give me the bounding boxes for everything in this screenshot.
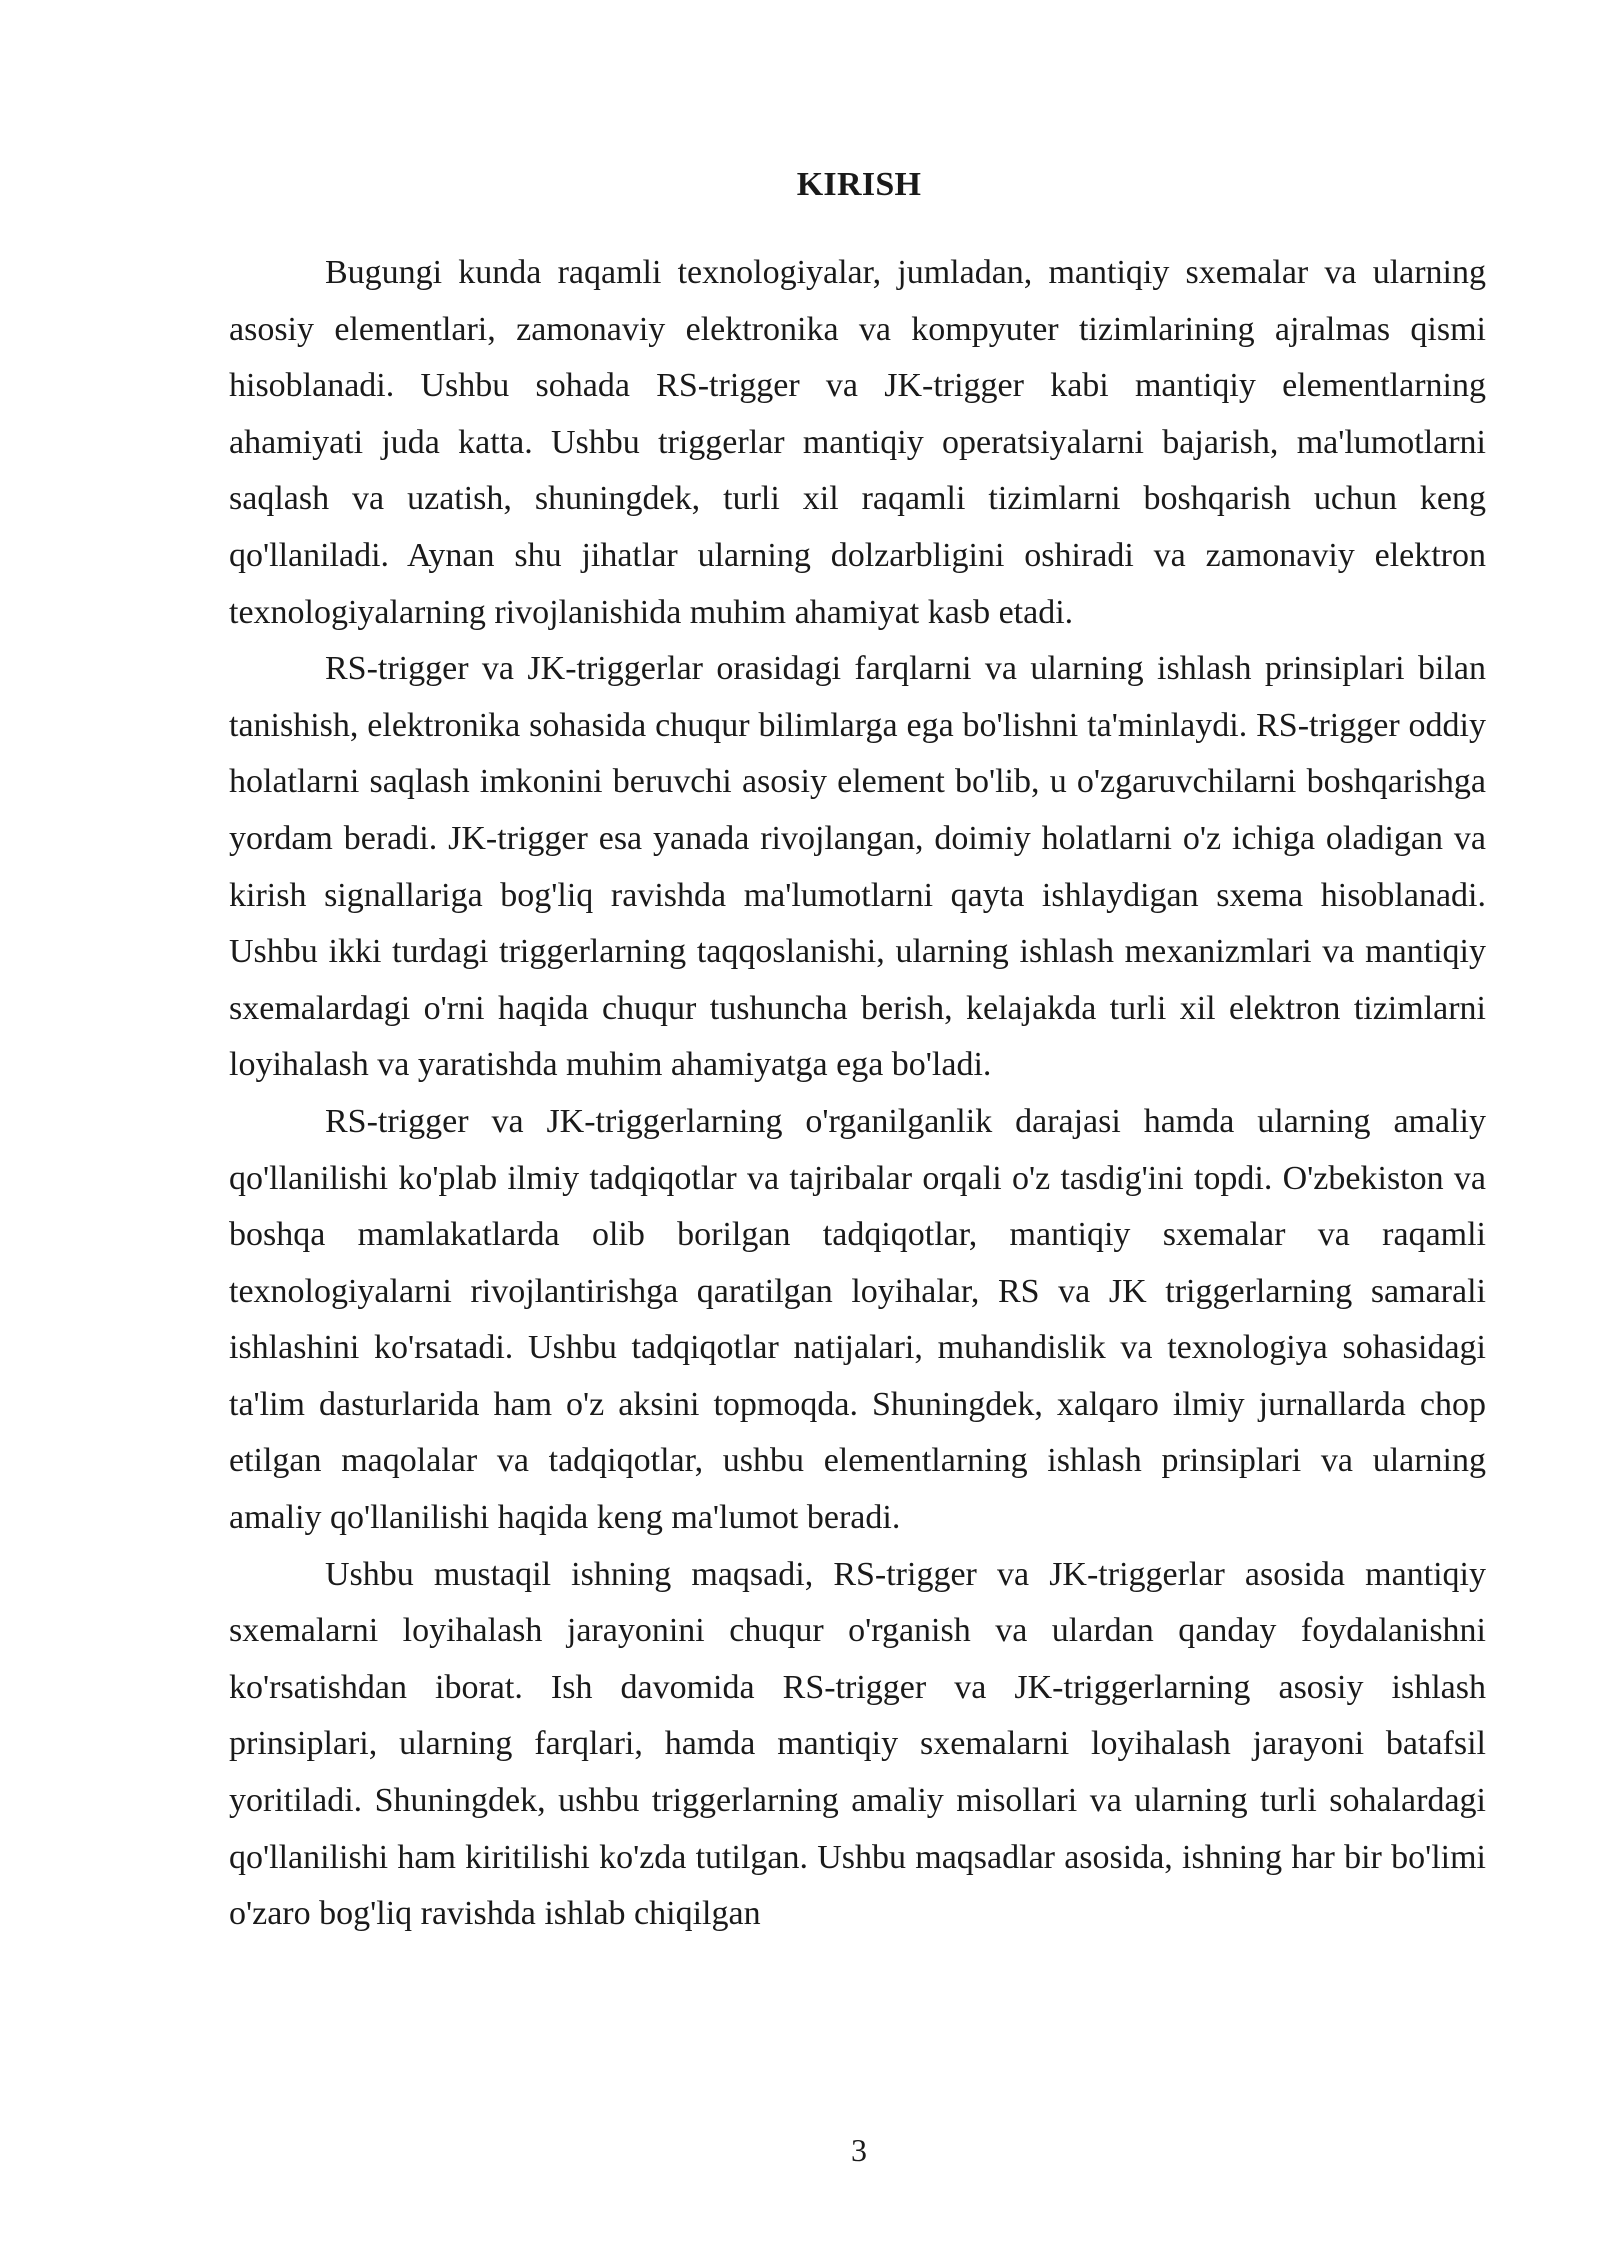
paragraph-1: Bugungi kunda raqamli texnologiyalar, jumladan, mantiqiy sxemalar va ularning asosiy elementlari, zamonaviy elektronika va kompyuter tizimlarining ajralmas qismi hisoblanadi. Ushbu sohada RS-trigger va JK-trigger kabi mantiqiy elementlarning ahamiyati juda katta. Ushbu triggerlar mantiqiy operatsiyalarni bajarish, ma'lumotlarni saqlash va uzatish, shuningdek, turli xil raqamli tizimlarni boshqarish uchun keng qo'llaniladi. Aynan shu jihatlar ularning dolzarbligini oshiradi va zamonaviy elektron texnologiyalarning rivojlanishida muhim ahamiyat kasb etadi. <box>229 254 1486 631</box>
paragraph-2: RS-trigger va JK-triggerlar orasidagi farqlarni va ularning ishlash prinsiplari bilan tanishish, elektronika sohasida chuqur bilimlarga ega bo'lishni ta'minlaydi. RS-trigger oddiy holatlarni saqlash imkonini beruvchi asosiy element bo'lib, u o'zgaruvchilarni boshqarishga yordam beradi. JK-trigger esa yanada rivojlangan, doimiy holatlarni o'z ichiga oladigan va kirish signallariga bog'liq ravishda ma'lumotlarni qayta ishlaydigan sxema hisoblanadi. Ushbu ikki turdagi triggerlarning taqqoslanishi, ularning ishlash mexanizmlari va mantiqiy sxemalardagi o'rni haqida chuqur tushuncha berish, kelajakda turli xil elektron tizimlarni loyihalash va yaratishda muhim ahamiyatga ega bo'ladi. <box>229 650 1486 1084</box>
paragraph-4: Ushbu mustaqil ishning maqsadi, RS-trigger va JK-triggerlar asosida mantiqiy sxemalarni loyihalash jarayonini chuqur o'rganish va ulardan qanday foydalanishni ko'rsatishdan iborat. Ish davomida RS-trigger va JK-triggerlarning asosiy ishlash prinsiplari, ularning farqlari, hamda mantiqiy sxemalarni loyihalash jarayoni batafsil yoritiladi. Shuningdek, ushbu triggerlarning amaliy misollari va ularning turli sohalardagi qo'llanilishi ham kiritilishi ko'zda tutilgan. Ushbu maqsadlar asosida, ishning har bir bo'limi o'zaro bog'liq ravishda ishlab chiqilgan <box>229 1555 1486 1933</box>
body-text <box>229 245 1486 1943</box>
section-title: KIRISH <box>796 166 922 203</box>
paragraph-3: RS-trigger va JK-triggerlarning o'rganilganlik darajasi hamda ularning amaliy qo'llanilishi ko'plab ilmiy tadqiqotlar va tajribalar orqali o'z tasdig'ini topdi. O'zbekiston va boshqa mamlakatlarda olib borilgan tadqiqotlar, mantiqiy sxemalar va raqamli texnologiyalarni rivojlantirishga qaratilgan loyihalar, RS va JK triggerlarning samarali ishlashini ko'rsatadi. Ushbu tadqiqotlar natijalari, muhandislik va texnologiya sohasidagi ta'lim dasturlarida ham o'z aksini topmoqda. Shuningdek, xalqaro ilmiy jurnallarda chop etilgan maqolalar va tadqiqotlar, ushbu elementlarning ishlash prinsiplari va ularning amaliy qo'llanilishi haqida keng ma'lumot beradi. <box>229 1102 1486 1537</box>
page-number: 3 <box>851 2132 867 2168</box>
